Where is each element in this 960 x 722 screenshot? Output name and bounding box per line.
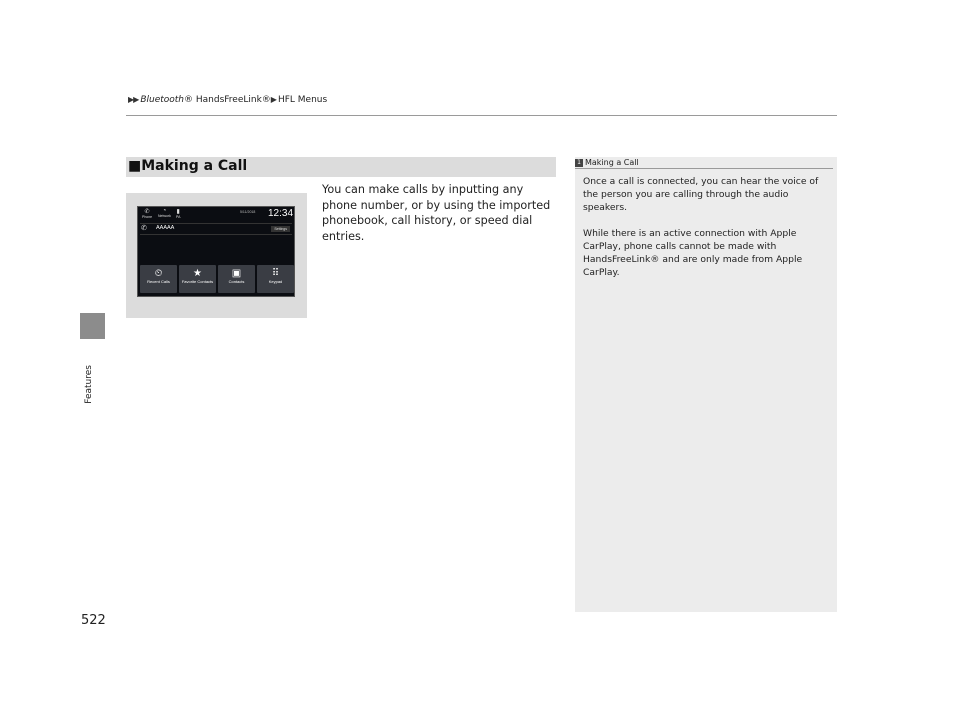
phone-screen-illustration xyxy=(137,206,295,297)
note-paragraph: Once a call is connected, you can hear the voice of the person you are calling through the audio speakers. xyxy=(583,176,819,213)
signal-tab-icon: ▮ PA xyxy=(176,209,181,219)
settings-button: Settings xyxy=(271,226,290,232)
note-icon: 1 xyxy=(575,159,583,167)
recent-calls-icon: ⏲ xyxy=(154,268,163,279)
breadcrumb-bluetooth[interactable]: Bluetooth xyxy=(140,95,185,105)
note-heading xyxy=(575,158,833,169)
section-title xyxy=(128,158,247,174)
favorite-contacts-button: ★ Favorite Contacts xyxy=(179,265,216,293)
header-rule xyxy=(126,115,837,116)
contacts-button: ▣ Contacts xyxy=(218,265,255,293)
phone-tab-icon: ✆ Phone xyxy=(142,209,153,219)
star-icon: ★ xyxy=(193,268,202,279)
chapter-tab xyxy=(80,313,105,339)
contact-row xyxy=(140,223,292,235)
phone-icon: ✆ xyxy=(141,225,147,232)
note-paragraph: While there is an active connection with Apple CarPlay, phone calls cannot be made with HandsFreeLink® and are only made from Apple CarPlay. xyxy=(583,228,803,278)
page-number: 522 xyxy=(81,613,106,628)
breadcrumb-handsfreelink[interactable]: ® HandsFreeLink® xyxy=(184,95,271,105)
contact-name: AAAAA xyxy=(156,225,175,231)
breadcrumb-arrow: ▶ xyxy=(270,95,276,104)
keypad-button: ⠿ Keypad xyxy=(257,265,294,293)
screen-clock: 12:34 xyxy=(268,208,294,219)
screen-top-bar xyxy=(138,207,294,223)
section-marker: ■ xyxy=(128,158,142,174)
note-title: Making a Call xyxy=(585,158,639,167)
section-body: You can make calls by inputting any phone number, or by using the imported phonebook, call history, or speed dial entries. xyxy=(322,183,551,243)
chapter-label: Features xyxy=(84,365,94,404)
contacts-icon: ▣ xyxy=(231,268,242,279)
keypad-icon: ⠿ xyxy=(271,268,280,279)
screen-date: 5/11/2018 xyxy=(240,210,256,214)
breadcrumb-hfl-menus[interactable]: HFL Menus xyxy=(277,95,328,105)
network-tab-icon: ◔ Network xyxy=(158,208,171,218)
recent-calls-button: ⏲ Recent Calls xyxy=(140,265,177,293)
breadcrumb xyxy=(128,95,327,105)
note-body xyxy=(583,175,823,292)
section-title-text: Making a Call xyxy=(141,158,248,174)
breadcrumb-arrows: ▶▶ xyxy=(128,95,139,104)
